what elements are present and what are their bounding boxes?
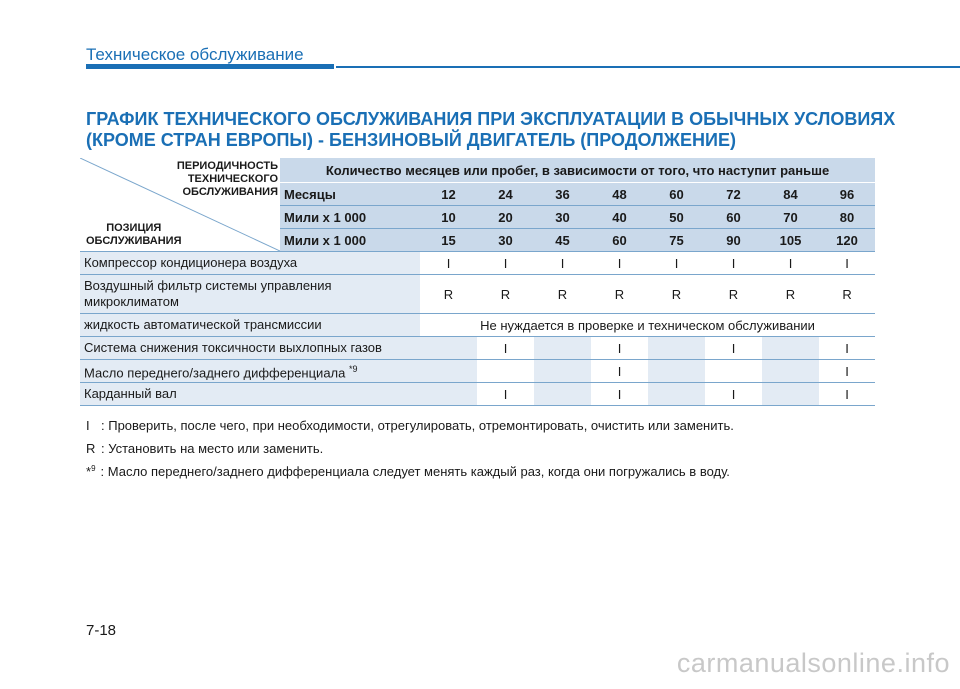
item-value: I [420,252,477,275]
corner-bottom-line: ПОЗИЦИЯ [106,222,162,234]
interval-value: 24 [477,183,534,206]
item-value [477,360,534,383]
item-value: I [477,337,534,360]
item-value: I [591,337,648,360]
item-value: I [705,383,762,406]
item-value: R [420,275,477,314]
item-value: R [648,275,705,314]
interval-label: Мили x 1 000 [280,206,420,229]
interval-value: 80 [819,206,875,229]
corner-top-line: ТЕХНИЧЕСКОГО [187,173,278,185]
corner-top-line: ПЕРИОДИЧНОСТЬ [176,160,278,172]
interval-label: Месяцы [280,183,420,206]
header-rule-thin [336,66,960,68]
item-value [420,383,477,406]
item-value: I [648,252,705,275]
item-value: R [705,275,762,314]
quantity-header: Количество месяцев или пробег, в зависимости от того, что наступит раньше [280,158,875,183]
item-name [80,314,420,337]
item-value: I [819,360,875,383]
item-name [80,360,420,383]
interval-value: 75 [648,229,705,252]
watermark: carmanualsonline.info [676,648,950,678]
item-value: I [705,252,762,275]
interval-value: 70 [762,206,819,229]
item-row [80,252,875,275]
item-value: I [591,252,648,275]
heading-line-2: (КРОМЕ СТРАН ЕВРОПЫ) - БЕНЗИНОВЫЙ ДВИГАТЕЛЬ (ПРОДОЛЖЕНИЕ) [86,130,736,150]
corner-cell [80,158,280,252]
item-value [534,337,591,360]
item-value [648,360,705,383]
item-value [762,360,819,383]
item-value: I [534,252,591,275]
item-name-text: Компрессор кондиционера воздуха [84,255,298,270]
interval-value: 45 [534,229,591,252]
item-value: I [477,252,534,275]
item-name-text: Карданный вал [84,386,177,401]
interval-value: 105 [762,229,819,252]
item-value [420,337,477,360]
interval-value: 120 [819,229,875,252]
page-number: 7-18 [86,622,117,639]
item-value [534,360,591,383]
interval-value: 50 [648,206,705,229]
interval-value: 48 [591,183,648,206]
interval-value: 36 [534,183,591,206]
item-value: I [762,252,819,275]
legend-text: : Установить на место или заменить. [101,441,324,456]
legend-key: R [86,441,96,456]
heading-line-1: ГРАФИК ТЕХНИЧЕСКОГО ОБСЛУЖИВАНИЯ ПРИ ЭКСПЛУАТАЦИИ В ОБЫЧНЫХ УСЛОВИЯХ [86,109,896,129]
legend-line [86,441,323,456]
interval-value: 30 [534,206,591,229]
interval-value: 60 [705,206,762,229]
interval-value: 20 [477,206,534,229]
legend-line [86,464,730,479]
item-value: I [477,383,534,406]
interval-value: 90 [705,229,762,252]
item-value: R [477,275,534,314]
interval-value: 12 [420,183,477,206]
item-name-text: Масло переднего/заднего дифференциала [84,365,346,381]
item-notice: Не нуждается в проверке и техническом обслуживании [420,314,875,337]
corner-label-position [86,222,182,248]
item-value: R [591,275,648,314]
item-row [80,337,875,360]
interval-value: 96 [819,183,875,206]
item-value [762,383,819,406]
item-value: I [819,383,875,406]
item-value [705,360,762,383]
item-name-text: Система снижения токсичности выхлопных газов [84,340,382,355]
item-name [80,252,420,275]
interval-value: 15 [420,229,477,252]
interval-value: 40 [591,206,648,229]
item-value [420,360,477,383]
item-name-text: Воздушный фильтр системы управления микроклиматом [84,278,332,309]
item-row [80,360,875,383]
legend-text: : Проверить, после чего, при необходимости, отрегулировать, отремонтировать, очистить или заменить. [101,418,734,433]
item-value: I [819,337,875,360]
corner-bottom-line: ОБСЛУЖИВАНИЯ [86,235,182,247]
item-footnote: *9 [348,363,358,374]
legend-key-sup: 9 [91,464,96,473]
item-value: I [591,383,648,406]
item-name-text: жидкость автоматической трансмиссии [84,317,322,332]
corner-label-periodicity [177,160,278,199]
item-name [80,337,420,360]
interval-value: 60 [591,229,648,252]
item-value: R [534,275,591,314]
item-row [80,383,875,406]
corner-top-line: ОБСЛУЖИВАНИЯ [182,186,278,198]
interval-value: 30 [477,229,534,252]
header-rule-thick [86,64,334,69]
item-value: I [591,360,648,383]
item-name [80,275,420,314]
legend-key: * [86,464,92,480]
header-row-quantity [80,158,875,183]
item-value [534,383,591,406]
page-heading [86,109,946,151]
item-value [762,337,819,360]
item-value: R [762,275,819,314]
interval-value: 60 [648,183,705,206]
item-value: I [819,252,875,275]
item-value: I [705,337,762,360]
section-title: Техническое обслуживание [86,45,304,64]
legend-line [86,418,734,433]
item-row [80,314,875,337]
item-value [648,337,705,360]
interval-value: 72 [705,183,762,206]
interval-value: 84 [762,183,819,206]
maintenance-table [80,157,875,406]
item-value: R [819,275,875,314]
item-name [80,383,420,406]
legend-text: : Масло переднего/заднего дифференциала следует менять каждый раз, когда они погружались в воду. [100,464,730,480]
interval-label: Мили x 1 000 [280,229,420,252]
item-value [648,383,705,406]
interval-value: 10 [420,206,477,229]
legend-key: I [86,418,90,433]
item-row [80,275,875,314]
